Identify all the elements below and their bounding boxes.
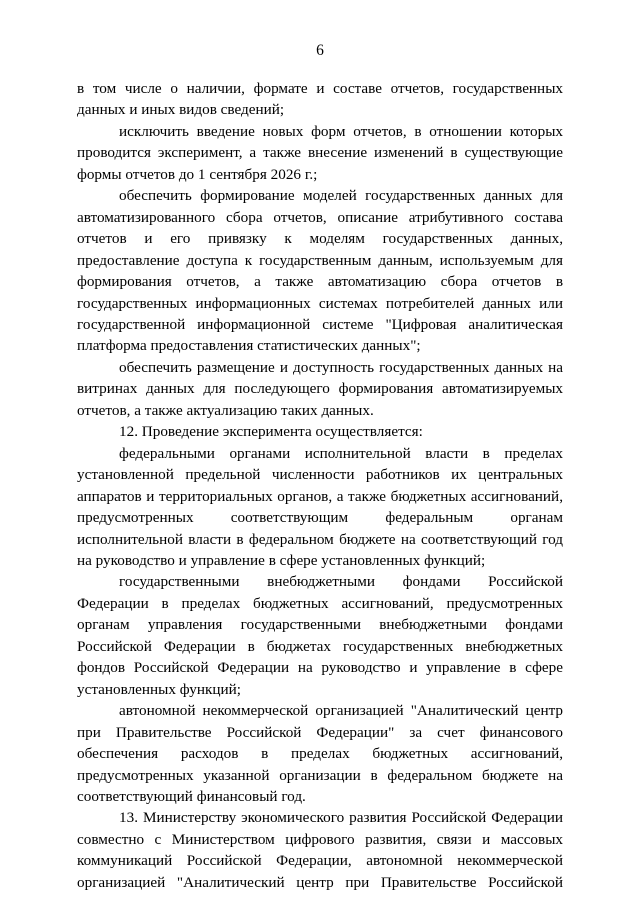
paragraph-extrabudgetary-funds: государственными внебюджетными фондами Российской Федерации в пределах бюджетных ассигнований, предусмотренных органам управления государственными внебюджетными фондами Российской Федерации в бюджетах государственных внебюджетных фондов Российской Федерации на руководство и управление в сфере установленных функций; — [77, 573, 563, 698]
paragraph-1: в том числе о наличии, формате и составе отчетов, государственных данных и иных видов сведений; — [77, 80, 563, 119]
paragraph-4: обеспечить размещение и доступность государственных данных на витринах данных для последующего формирования автоматизируемых отчетов, а также актуализацию таких данных. — [77, 358, 563, 419]
section-12-heading: 12. Проведение эксперимента осуществляется: — [119, 423, 423, 441]
paragraph-federal-bodies: федеральными органами исполнительной власти в пределах установленной предельной численности работников их центральных аппаратов и территориальных органов, а также бюджетных ассигнований, предусмотренных соответствующим федеральным органам исполнительной власти в федеральном бюджете на соответствующий год на руководство и управление в сфере установленных функций; — [77, 444, 563, 569]
paragraph-3: обеспечить формирование моделей государственных данных для автоматизированного сбора отчетов, описание атрибутивного состава отчетов и его привязку к моделям государственных данных, предоставление доступа к государственным данным, используемым для формирования отчетов, а также автоматизацию сбора отчетов в государственных информационных системах потребителей данных или государственной информационной системе "Цифровая аналитическая платформа предоставления статистических данных"; — [77, 187, 563, 355]
paragraph-2: исключить введение новых форм отчетов, в отношении которых проводится эксперимент, а также внесение изменений в существующие формы отчетов до 1 сентября 2026 г.; — [77, 122, 563, 183]
paragraph-analytical-center: автономной некоммерческой организацией "Аналитический центр при Правительстве Российской Федерации" за счет финансового обеспечения расходов в пределах бюджетных ассигнований, предусмотренных указанной организации в федеральном бюджете на соответствующий финансовый год. — [77, 702, 563, 805]
section-13-paragraph: 13. Министерству экономического развития Российской Федерации совместно с Министерством цифрового развития, связи и массовых коммуникаций Российской Федерации, автономной некоммерческой организацией "Аналитический центр при Правительстве Российской — [77, 809, 563, 891]
document-body — [77, 78, 563, 893]
page-number: 6 — [316, 42, 324, 59]
